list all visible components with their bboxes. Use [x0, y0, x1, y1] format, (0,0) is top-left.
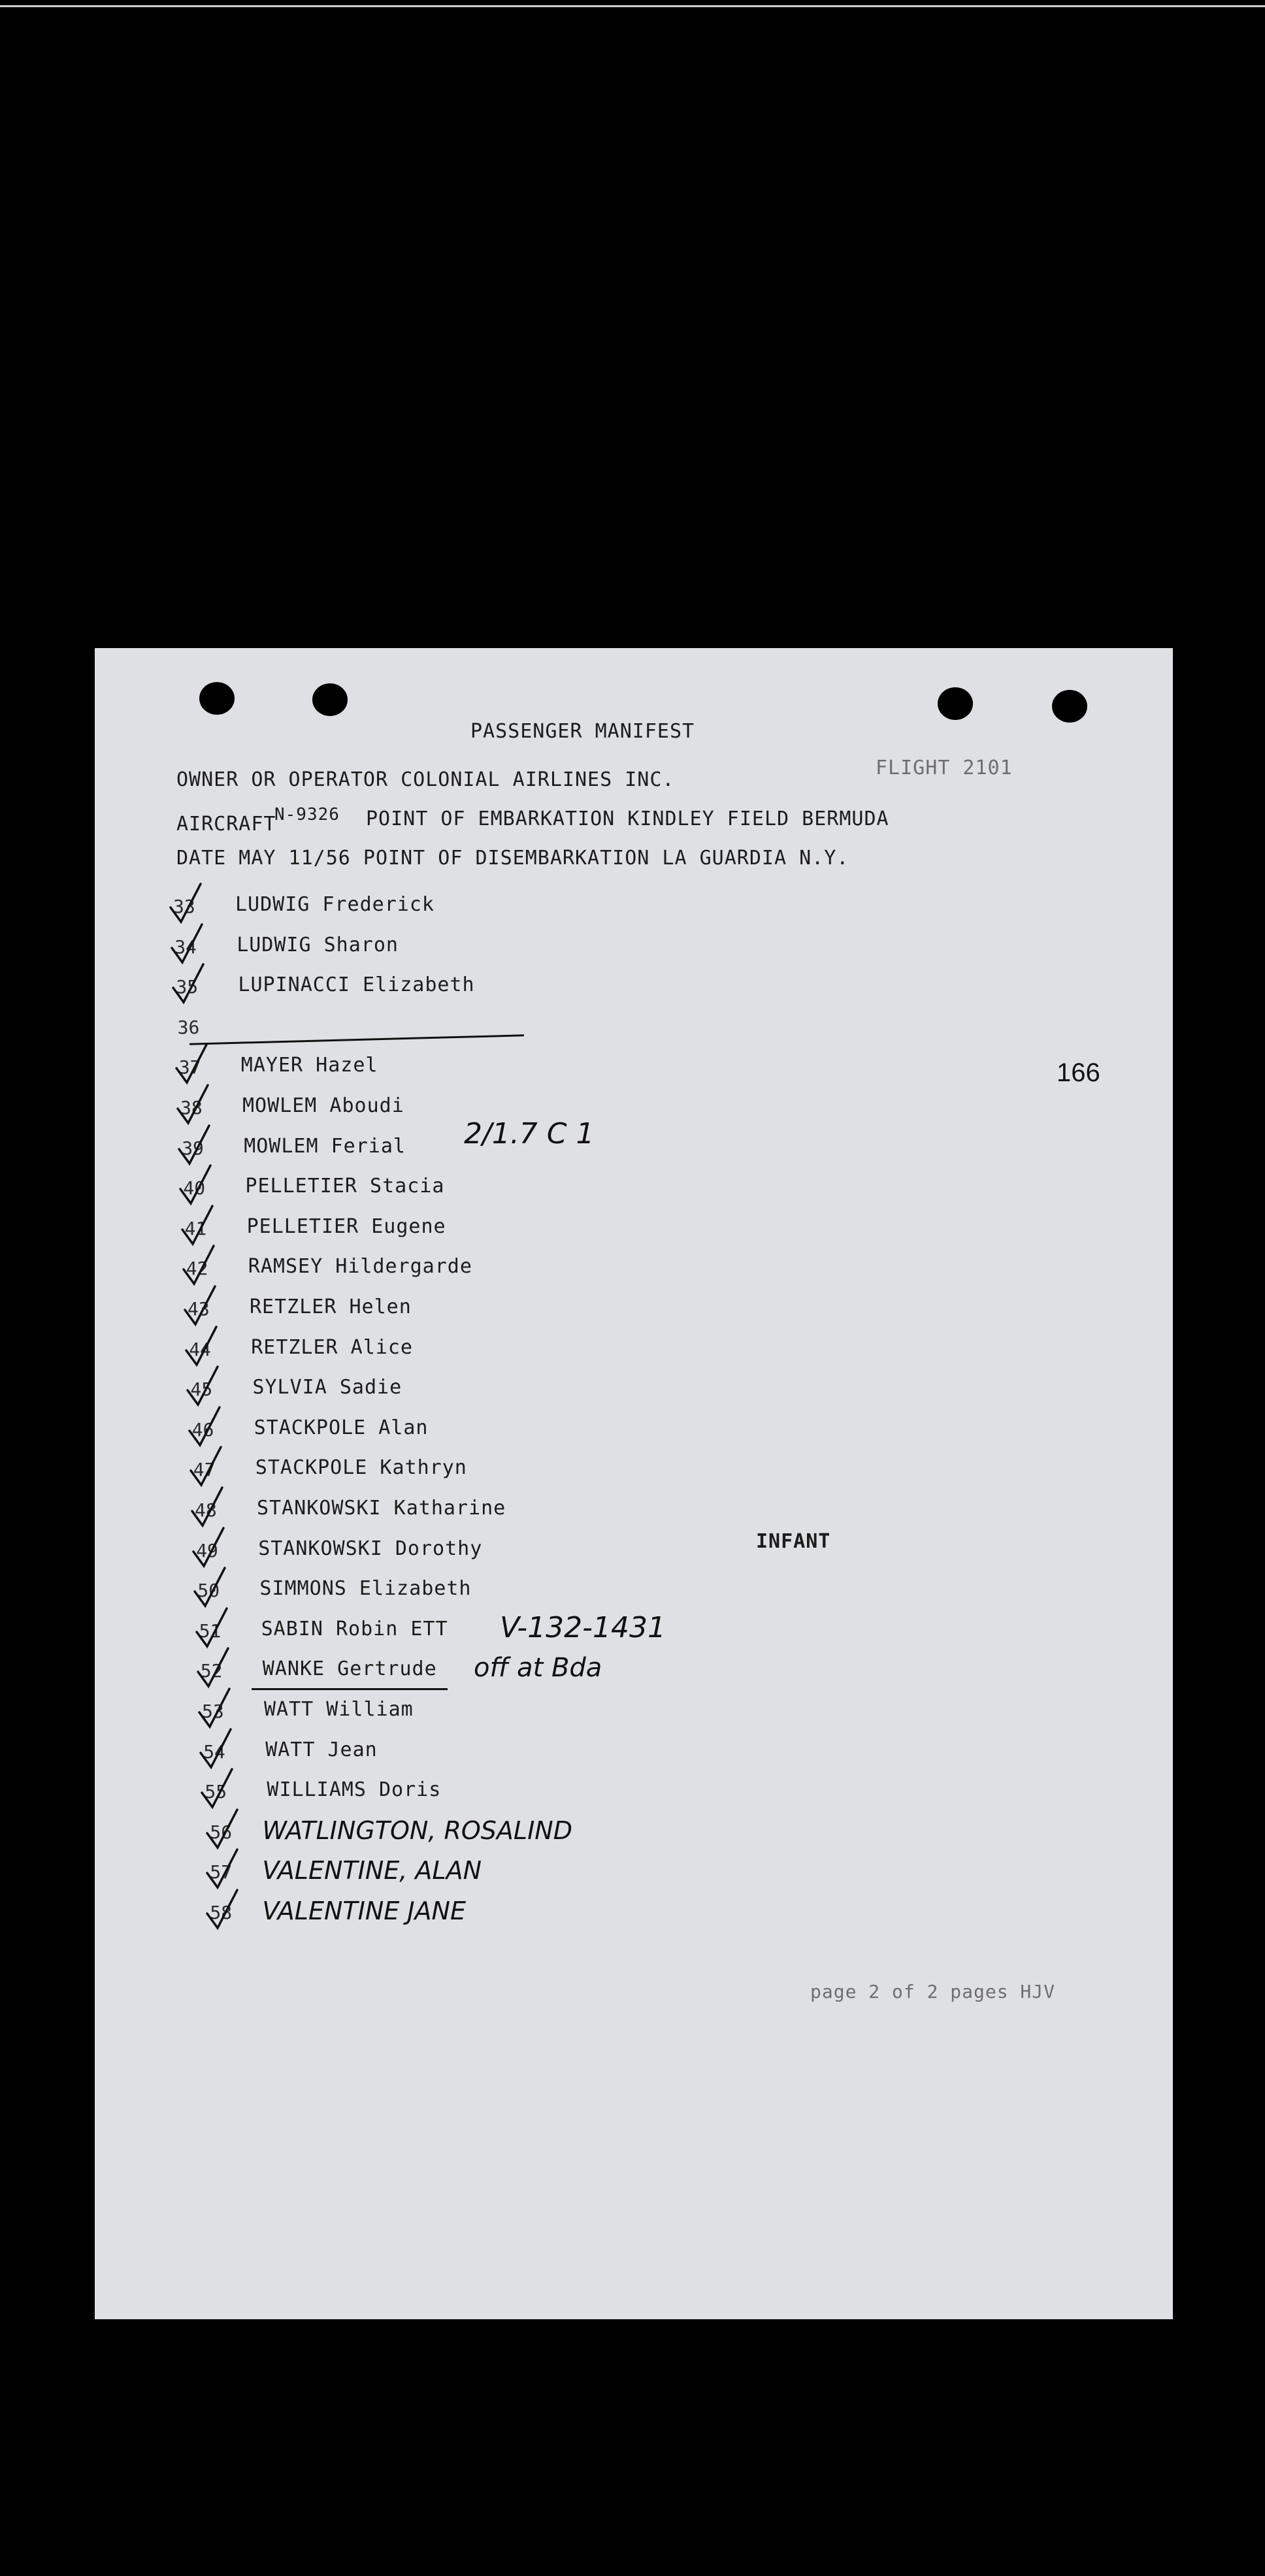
passenger-name: SYLVIA Sadie [252, 1376, 402, 1399]
aircraft-number: N-9326 [274, 805, 340, 824]
infant-label: INFANT [756, 1530, 831, 1553]
passenger-name: STANKOWSKI Dorothy [258, 1537, 483, 1560]
passenger-name: VALENTINE JANE [262, 1897, 466, 1925]
passenger-number: 34 [174, 936, 197, 958]
handwritten-note: V-132-1431 [500, 1611, 666, 1644]
passenger-number: 49 [196, 1539, 218, 1561]
passenger-number: 40 [183, 1177, 206, 1199]
passenger-name: PELLETIER Eugene [246, 1215, 446, 1238]
passenger-name: WATT Jean [265, 1738, 378, 1761]
passenger-name: MAYER Hazel [240, 1054, 378, 1077]
passenger-number: 38 [180, 1097, 203, 1118]
passenger-name: WANKE Gertrude [262, 1657, 437, 1681]
checkmark-icon [203, 1885, 245, 1937]
passenger-name: SABIN Robin ETT [261, 1617, 448, 1640]
passenger-number: 42 [186, 1258, 208, 1280]
manifest-title: PASSENGER MANIFEST [470, 720, 695, 743]
passenger-number: 50 [197, 1580, 220, 1602]
manifest-page [95, 648, 1173, 2319]
passenger-name: MOWLEM Ferial [244, 1134, 406, 1158]
cancelled-passenger-strike [252, 1688, 448, 1690]
passenger-name: LUDWIG Frederick [235, 893, 435, 916]
passenger-number: 48 [195, 1499, 217, 1521]
checkmark-icon [169, 959, 211, 1011]
passenger-number: 43 [188, 1298, 210, 1320]
passenger-name: RETZLER Alice [251, 1335, 413, 1359]
passenger-number: 35 [176, 976, 199, 998]
passenger-name: WATLINGTON, ROSALIND [262, 1816, 572, 1845]
passenger-name: SIMMONS Elizabeth [259, 1577, 472, 1601]
page-count-footer: page 2 of 2 pages HJV [810, 1981, 1056, 2002]
passenger-number: 54 [203, 1740, 225, 1763]
passenger-number: 56 [210, 1821, 233, 1843]
passenger-name: LUPINACCI Elizabeth [238, 973, 475, 997]
blank-row-strike [189, 1034, 524, 1045]
handwritten-note: off at Bda [474, 1653, 602, 1683]
passenger-number: 39 [182, 1137, 204, 1159]
passenger-number: 37 [178, 1056, 201, 1079]
passenger-name: VALENTINE, ALAN [262, 1856, 482, 1885]
passenger-number: 55 [205, 1781, 227, 1803]
passenger-name: MOWLEM Aboudi [242, 1094, 404, 1117]
page-number: 166 [1057, 1058, 1100, 1087]
passenger-name: RETZLER Helen [250, 1296, 412, 1318]
passenger-number: 58 [210, 1902, 233, 1923]
aircraft-label: AIRCRAFT [176, 813, 276, 836]
passenger-number: 46 [191, 1418, 214, 1441]
passenger-number: 57 [210, 1861, 233, 1883]
passenger-name: STACKPOLE Kathryn [255, 1456, 467, 1480]
date-disembarkation: DATE MAY 11/56 POINT OF DISEMBARKATION LA GUARDIA N.Y. [176, 847, 849, 870]
passenger-number: 41 [184, 1217, 207, 1239]
passenger-name: STANKOWSKI Katharine [257, 1497, 506, 1520]
passenger-number: 47 [193, 1459, 216, 1481]
punch-hole [938, 687, 973, 720]
passenger-name: RAMSEY Hildergarde [248, 1255, 472, 1279]
passenger-number: 44 [189, 1338, 211, 1360]
passenger-name: PELLETIER Stacia [245, 1175, 445, 1198]
handwritten-note: 2/1.7 C 1 [464, 1117, 595, 1150]
passenger-number: 45 [190, 1378, 213, 1401]
owner-operator: OWNER OR OPERATOR COLONIAL AIRLINES INC. [176, 768, 675, 791]
passenger-name: WATT William [264, 1698, 414, 1721]
passenger-number: 53 [202, 1701, 224, 1722]
passenger-number: 52 [200, 1660, 223, 1682]
passenger-number: 33 [173, 896, 195, 917]
passenger-name: WILLIAMS Doris [267, 1778, 442, 1802]
passenger-number: 36 [177, 1016, 200, 1038]
punch-hole [199, 682, 235, 715]
point-of-embarkation: POINT OF EMBARKATION KINDLEY FIELD BERMUDA [366, 807, 889, 830]
passenger-number: 51 [199, 1620, 222, 1642]
scan-top-edge [0, 5, 1265, 7]
flight-number: FLIGHT 2101 [876, 757, 1013, 779]
passenger-name: STACKPOLE Alan [254, 1416, 429, 1439]
punch-hole [1052, 690, 1087, 723]
punch-hole [312, 683, 348, 716]
passenger-name: LUDWIG Sharon [237, 933, 399, 956]
